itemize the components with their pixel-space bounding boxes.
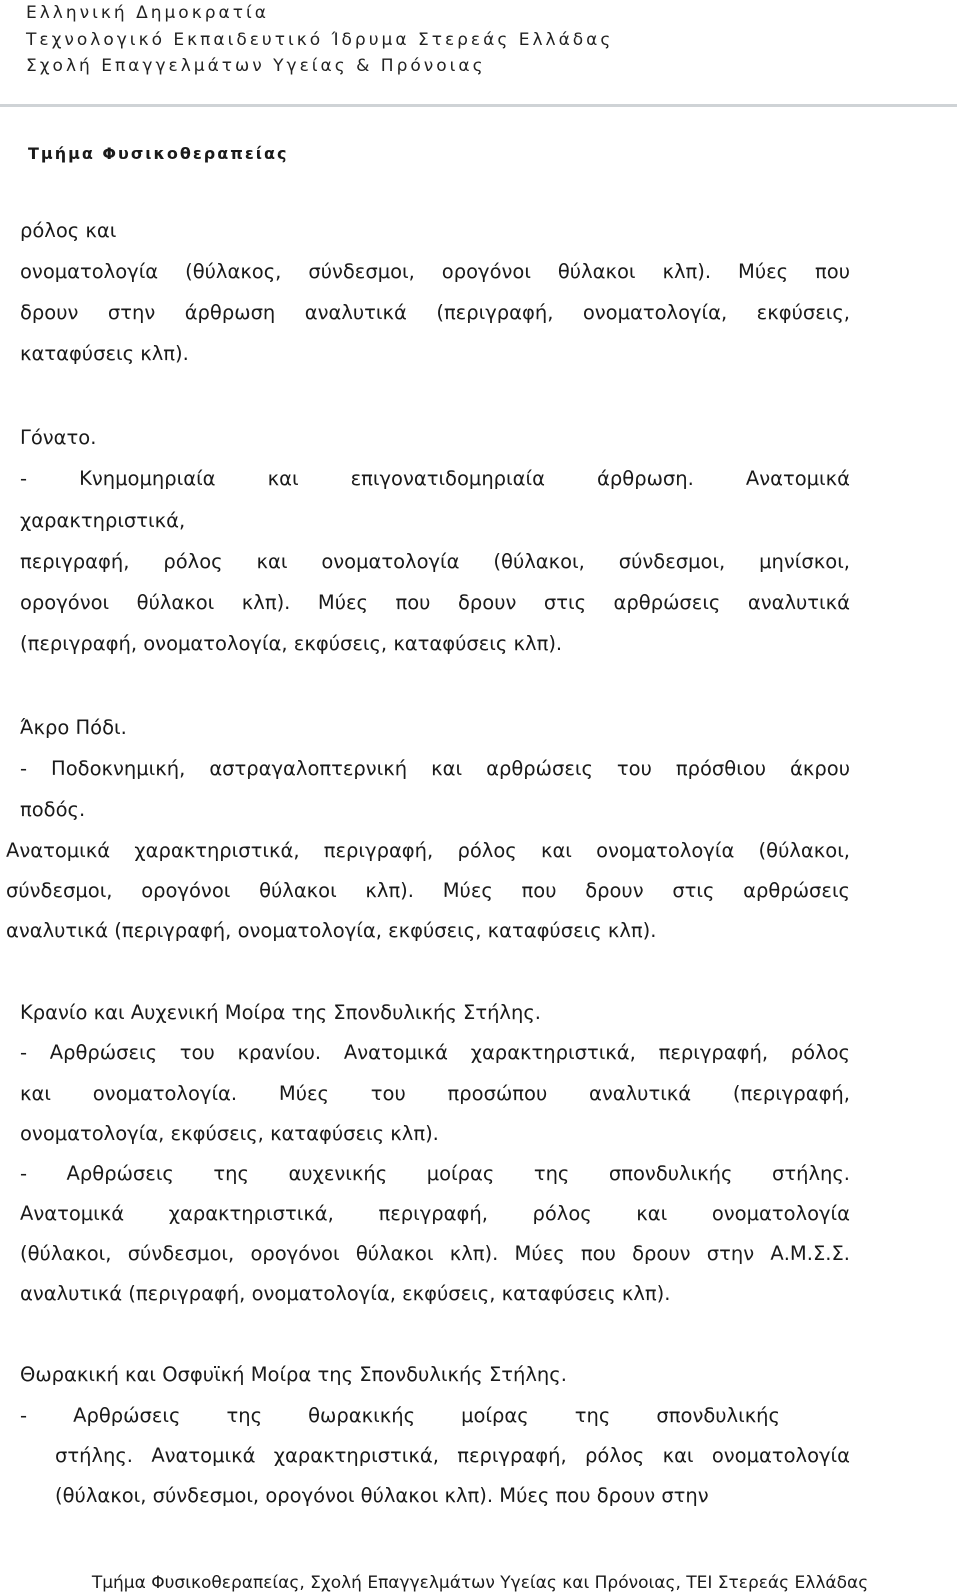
page-footer: Τμήμα Φυσικοθεραπείας, Σχολή Επαγγελμάτων Υγείας και Πρόνοιας, ΤΕΙ Στερεάς Ελλάδας <box>91 1573 869 1593</box>
text-line: - Κνημομηριαία και επιγονατιδομηριαία άρθρωση. Ανατομικά <box>20 467 850 490</box>
text-line: Ανατομικά χαρακτηριστικά, περιγραφή, ρόλος και ονοματολογία (θύλακοι, <box>6 839 850 862</box>
text-line: ονοματολογία (θύλακος, σύνδεσμοι, ορογόνοι θύλακοι κλπ). Μύες που <box>20 260 850 283</box>
text-line: σύνδεσμοι, ορογόνοι θύλακοι κλπ). Μύες που δρουν στις αρθρώσεις <box>6 879 850 902</box>
text-line: και ονοματολογία. Μύες του προσώπου αναλυτικά (περιγραφή, <box>20 1082 850 1105</box>
text-line: - Αρθρώσεις της αυχενικής μοίρας της σπονδυλικής στήλης. <box>20 1162 850 1185</box>
header-institution: Τεχνολογικό Εκπαιδευτικό Ίδρυμα Στερεάς Ελλάδας <box>26 30 614 50</box>
text-line: χαρακτηριστικά, <box>20 509 186 532</box>
section-heading: Θωρακική και Οσφυϊκή Μοίρα της Σπονδυλικής Στήλης. <box>20 1363 567 1386</box>
text-line: περιγραφή, ρόλος και ονοματολογία (θύλακοι, σύνδεσμοι, μηνίσκοι, <box>20 550 850 573</box>
text-line: - Αρθρώσεις της θωρακικής μοίρας της σπονδυλικής <box>20 1404 780 1427</box>
text-line: (περιγραφή, ονοματολογία, εκφύσεις, καταφύσεις κλπ). <box>20 632 563 655</box>
text-line: στήλης. Ανατομικά χαρακτηριστικά, περιγραφή, ρόλος και ονοματολογία <box>55 1444 850 1467</box>
text-line: (θύλακοι, σύνδεσμοι, ορογόνοι θύλακοι κλπ). Μύες που δρουν στην Α.Μ.Σ.Σ. <box>20 1242 850 1265</box>
section-heading: Κρανίο και Αυχενική Μοίρα της Σπονδυλικής Στήλης. <box>20 1001 541 1024</box>
text-line: αναλυτικά (περιγραφή, ονοματολογία, εκφύσεις, καταφύσεις κλπ). <box>6 919 657 942</box>
text-line: δρουν στην άρθρωση αναλυτικά (περιγραφή, ονοματολογία, εκφύσεις, <box>20 301 850 324</box>
text-line: καταφύσεις κλπ). <box>20 342 189 365</box>
section-heading: Άκρο Πόδι. <box>20 716 127 739</box>
text-line: - Ποδοκνημική, αστραγαλοπτερνική και αρθρώσεις του πρόσθιου άκρου <box>20 757 850 780</box>
section-heading: Γόνατο. <box>20 426 97 449</box>
header-country: Ελληνική Δημοκρατία <box>26 3 269 23</box>
department-title: Τμήμα Φυσικοθεραπείας <box>28 144 289 163</box>
text-line: - Αρθρώσεις του κρανίου. Ανατομικά χαρακτηριστικά, περιγραφή, ρόλος <box>20 1041 850 1064</box>
text-line: ονοματολογία, εκφύσεις, καταφύσεις κλπ). <box>20 1122 439 1145</box>
text-line: (θύλακοι, σύνδεσμοι, ορογόνοι θύλακοι κλπ). Μύες που δρουν στην <box>55 1484 709 1507</box>
text-line: ορογόνοι θύλακοι κλπ). Μύες που δρουν στις αρθρώσεις αναλυτικά <box>20 591 850 614</box>
text-line: αναλυτικά (περιγραφή, ονοματολογία, εκφύσεις, καταφύσεις κλπ). <box>20 1282 671 1305</box>
text-line: ποδός. <box>20 798 86 821</box>
header-divider <box>0 104 957 107</box>
text-line: Ανατομικά χαρακτηριστικά, περιγραφή, ρόλος και ονοματολογία <box>20 1202 850 1225</box>
header-school: Σχολή Επαγγελμάτων Υγείας & Πρόνοιας <box>26 56 486 76</box>
text-line: ρόλος και <box>20 219 117 242</box>
